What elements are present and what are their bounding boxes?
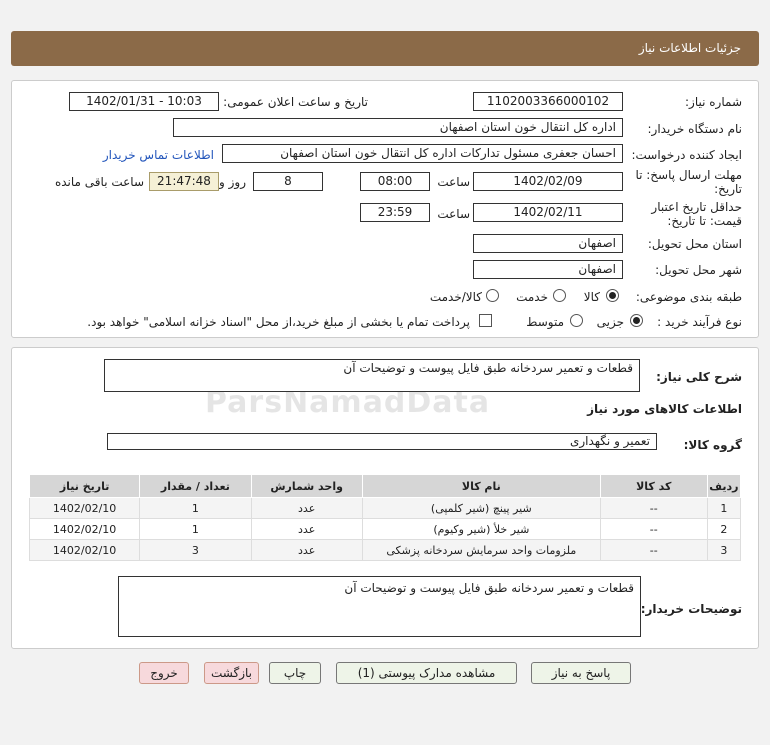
city-field: اصفهان — [473, 260, 623, 279]
col-name: نام کالا — [362, 475, 600, 498]
cell-unit: عدد — [251, 498, 362, 519]
process-radio-minor[interactable] — [630, 314, 643, 327]
category-option-goods-service: کالا/خدمت — [429, 290, 482, 304]
cell-row: 2 — [707, 519, 740, 540]
cell-qty: 3 — [140, 540, 251, 561]
buyer-notes-label: توضیحات خریدار: — [640, 602, 742, 616]
col-date: تاریخ نیاز — [30, 475, 140, 498]
goods-group-label: گروه کالا: — [683, 438, 742, 452]
table-row — [30, 519, 741, 540]
treasury-payment-checkbox[interactable] — [479, 314, 492, 327]
buyer-contact-link[interactable]: اطلاعات تماس خریدار — [102, 148, 214, 162]
col-row: ردیف — [707, 475, 740, 498]
process-label: نوع فرآیند خرید : — [657, 315, 742, 329]
buyer-notes-field: قطعات و تعمیر سردخانه طبق فایل پیوست و توضیحات آن — [118, 576, 641, 637]
creator-label: ایجاد کننده درخواست: — [631, 148, 742, 162]
cell-unit: عدد — [251, 540, 362, 561]
deadline-time-field: 08:00 — [360, 172, 430, 191]
cell-date: 1402/02/10 — [30, 498, 140, 519]
cell-code: -- — [600, 498, 707, 519]
table-header-row — [30, 475, 741, 498]
category-radio-service[interactable] — [553, 289, 566, 302]
deadline-label-line1: مهلت ارسال پاسخ: تا — [635, 168, 742, 182]
col-code: کد کالا — [600, 475, 707, 498]
province-label: استان محل تحویل: — [647, 237, 742, 251]
validity-label-line2: قیمت: تا تاریخ: — [667, 214, 742, 228]
print-button[interactable]: چاپ — [269, 662, 321, 684]
cell-name: شیر خلأ (شیر وکیوم) — [362, 519, 600, 540]
back-button[interactable]: بازگشت — [204, 662, 259, 684]
cell-row: 1 — [707, 498, 740, 519]
cell-unit: عدد — [251, 519, 362, 540]
need-number-field: 1102003366000102 — [473, 92, 623, 111]
validity-label-line1: حداقل تاریخ اعتبار — [651, 200, 742, 214]
process-option-minor: جزیی — [596, 315, 624, 329]
reply-button[interactable]: پاسخ به نیاز — [531, 662, 631, 684]
announce-datetime-field: 1402/01/31 - 10:03 — [69, 92, 219, 111]
treasury-payment-note: پرداخت تمام یا بخشی از مبلغ خرید،از محل "اسناد خزانه اسلامی" خواهد بود. — [87, 315, 470, 329]
deadline-date-field: 1402/02/09 — [473, 172, 623, 191]
cell-qty: 1 — [140, 519, 251, 540]
process-radio-medium[interactable] — [570, 314, 583, 327]
announce-label: تاریخ و ساعت اعلان عمومی: — [223, 95, 368, 109]
goods-info-title: اطلاعات کالاهای مورد نیاز — [587, 402, 742, 416]
summary-field: قطعات و تعمیر سردخانه طبق فایل پیوست و توضیحات آن — [104, 359, 640, 392]
page-header — [11, 31, 759, 66]
category-radio-goods[interactable] — [606, 289, 619, 302]
category-option-service: خدمت — [516, 290, 548, 304]
cell-name: ملزومات واحد سرمایش سردخانه پزشکی — [362, 540, 600, 561]
deadline-time-label: ساعت — [437, 175, 470, 189]
exit-button[interactable]: خروج — [139, 662, 189, 684]
page-title: جزئیات اطلاعات نیاز — [638, 41, 741, 55]
category-option-goods: کالا — [583, 290, 600, 304]
col-qty: تعداد / مقدار — [140, 475, 251, 498]
table-row — [30, 498, 741, 519]
validity-time-field: 23:59 — [360, 203, 430, 222]
remaining-time-field: 21:47:48 — [149, 172, 219, 191]
need-number-label: شماره نیاز: — [685, 95, 742, 109]
cell-qty: 1 — [140, 498, 251, 519]
deadline-label — [635, 168, 742, 196]
cell-row: 3 — [707, 540, 740, 561]
view-attachments-button[interactable]: مشاهده مدارک پیوستی (1) — [336, 662, 517, 684]
cell-code: -- — [600, 540, 707, 561]
summary-label: شرح کلی نیاز: — [656, 370, 742, 384]
cell-date: 1402/02/10 — [30, 540, 140, 561]
city-label: شهر محل تحویل: — [655, 263, 742, 277]
province-field: اصفهان — [473, 234, 623, 253]
days-label: روز و — [219, 175, 246, 189]
buyer-org-label: نام دستگاه خریدار: — [647, 122, 742, 136]
col-unit: واحد شمارش — [251, 475, 362, 498]
deadline-label-line2: تاریخ: — [714, 182, 742, 196]
cell-name: شیر پینچ (شیر کلمپی) — [362, 498, 600, 519]
validity-time-label: ساعت — [437, 207, 470, 221]
process-option-medium: متوسط — [526, 315, 564, 329]
category-radio-goods-service[interactable] — [486, 289, 499, 302]
cell-code: -- — [600, 519, 707, 540]
creator-field: احسان جعفری مسئول تدارکات اداره کل انتقال خون استان اصفهان — [222, 144, 623, 163]
items-table — [29, 474, 741, 561]
table-row — [30, 540, 741, 561]
validity-label — [651, 200, 742, 228]
validity-date-field: 1402/02/11 — [473, 203, 623, 222]
remaining-label: ساعت باقی مانده — [54, 175, 144, 189]
goods-group-field: تعمیر و نگهداری — [107, 433, 657, 450]
cell-date: 1402/02/10 — [30, 519, 140, 540]
days-field: 8 — [253, 172, 323, 191]
buyer-org-field: اداره کل انتقال خون استان اصفهان — [173, 118, 623, 137]
category-label: طبقه بندی موضوعی: — [635, 290, 742, 304]
